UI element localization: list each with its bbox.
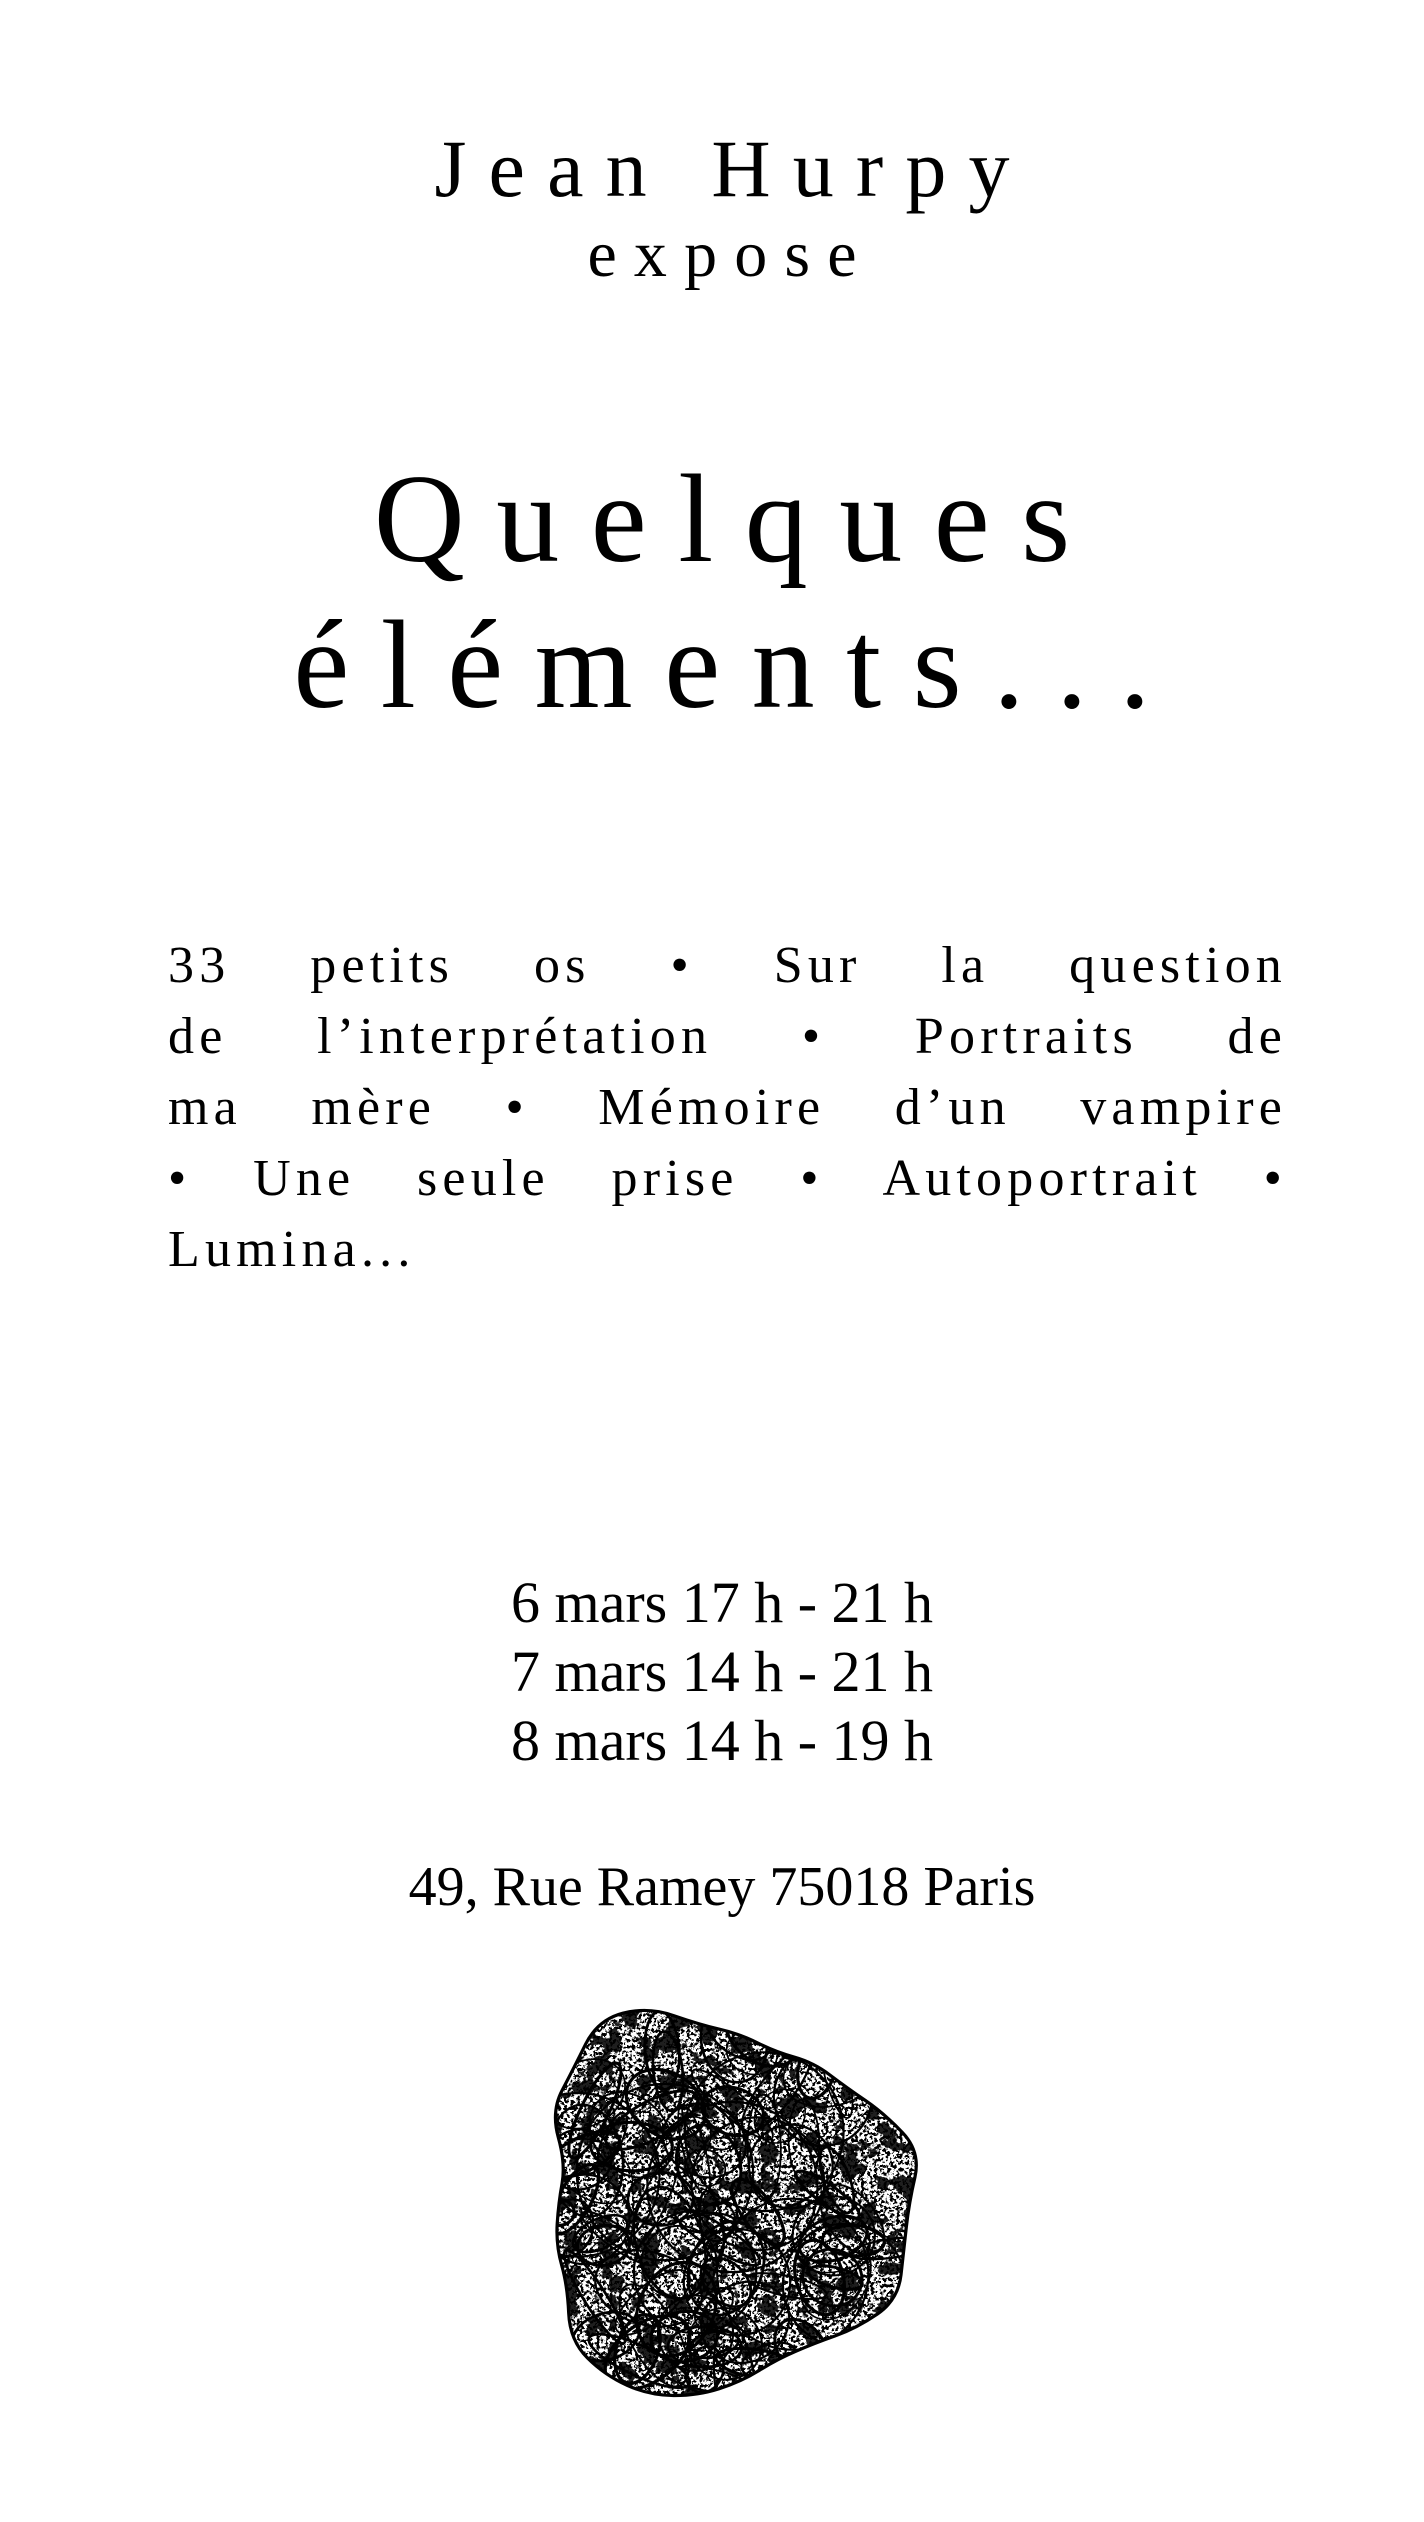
schedule-line: 6 mars 17 h - 21 h [510, 1570, 934, 1635]
artist-name: Jean Hurpy [434, 123, 1032, 214]
venue-address: 49, Rue Ramey 75018 Paris [408, 1856, 1036, 1918]
schedule-line: 7 mars 14 h - 21 h [510, 1639, 934, 1704]
title-line-2: éléments... [293, 596, 1183, 735]
expose-label: expose [587, 218, 874, 291]
exhibition-title [20, 447, 1424, 739]
works-line: ma mère • Mémoire d’un vampire [168, 1079, 1287, 1136]
ink-scribble-ball-drawing [500, 1975, 940, 2431]
schedule-line: 8 mars 14 h - 19 h [510, 1708, 934, 1773]
title-line-1: Quelques [373, 450, 1102, 589]
illustration-container [500, 1975, 940, 2431]
works-list [168, 930, 1287, 1285]
opening-hours [20, 1568, 1424, 1775]
works-line: 33 petits os • Sur la question [168, 937, 1287, 994]
works-line: Lumina... [168, 1221, 416, 1278]
works-line: • Une seule prise • Autoportrait • [168, 1150, 1287, 1207]
works-line: de l’interprétation • Portraits de [168, 1008, 1287, 1065]
